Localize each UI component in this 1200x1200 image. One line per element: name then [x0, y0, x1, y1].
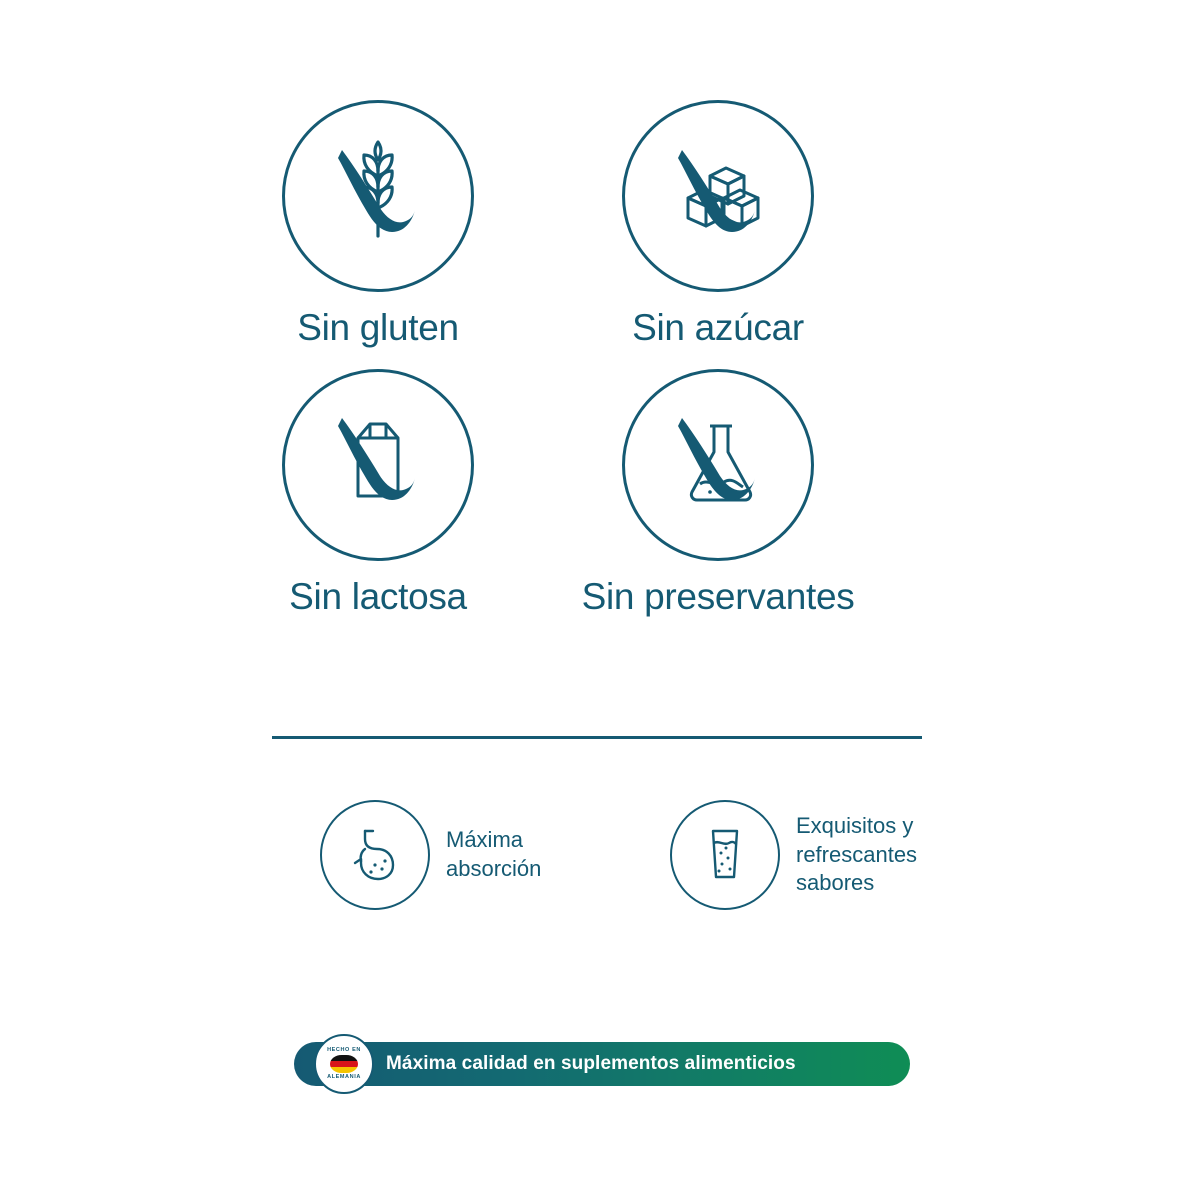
badge-circle [622, 369, 814, 561]
banner-text: Máxima calidad en suplementos alimenticios [386, 1053, 796, 1074]
quality-banner [294, 1042, 910, 1086]
badge-label: Sin lactosa [289, 575, 467, 617]
feature-label: Máxima absorción [446, 827, 542, 881]
section-divider [272, 736, 922, 739]
badge-label: Sin preservantes [581, 575, 855, 617]
flask-crossed-out-icon [648, 392, 788, 537]
feature-circle [670, 800, 780, 910]
feature-row [320, 800, 956, 910]
badge-label: Sin azúcar [632, 307, 804, 348]
stomach-icon [341, 819, 409, 892]
badge-sin-gluten [268, 100, 488, 349]
german-flag-icon [330, 1055, 358, 1073]
badge-circle [622, 100, 814, 292]
badge-label: Sin gluten [297, 307, 459, 348]
badge-sin-azucar [588, 100, 848, 349]
feature-maxima-absorcion [320, 800, 606, 910]
feature-label: Exquisitos y refrescantes sabores [796, 813, 918, 896]
badge-sin-lactosa [268, 369, 488, 618]
seal-top-text: HECHO EN [327, 1046, 361, 1053]
feature-circle [320, 800, 430, 910]
seal-bottom-text: ALEMANIA [327, 1074, 361, 1080]
badge-sin-preservantes [581, 369, 855, 618]
sugar-cubes-crossed-out-icon [648, 124, 788, 269]
milk-carton-crossed-out-icon [308, 392, 448, 537]
badge-circle [282, 369, 474, 561]
water-glass-icon [691, 819, 759, 892]
wheat-crossed-out-icon [308, 124, 448, 269]
feature-sabores [670, 800, 956, 910]
badge-circle [282, 100, 474, 292]
made-in-germany-seal [314, 1034, 374, 1094]
free-from-badge-grid [268, 100, 948, 617]
